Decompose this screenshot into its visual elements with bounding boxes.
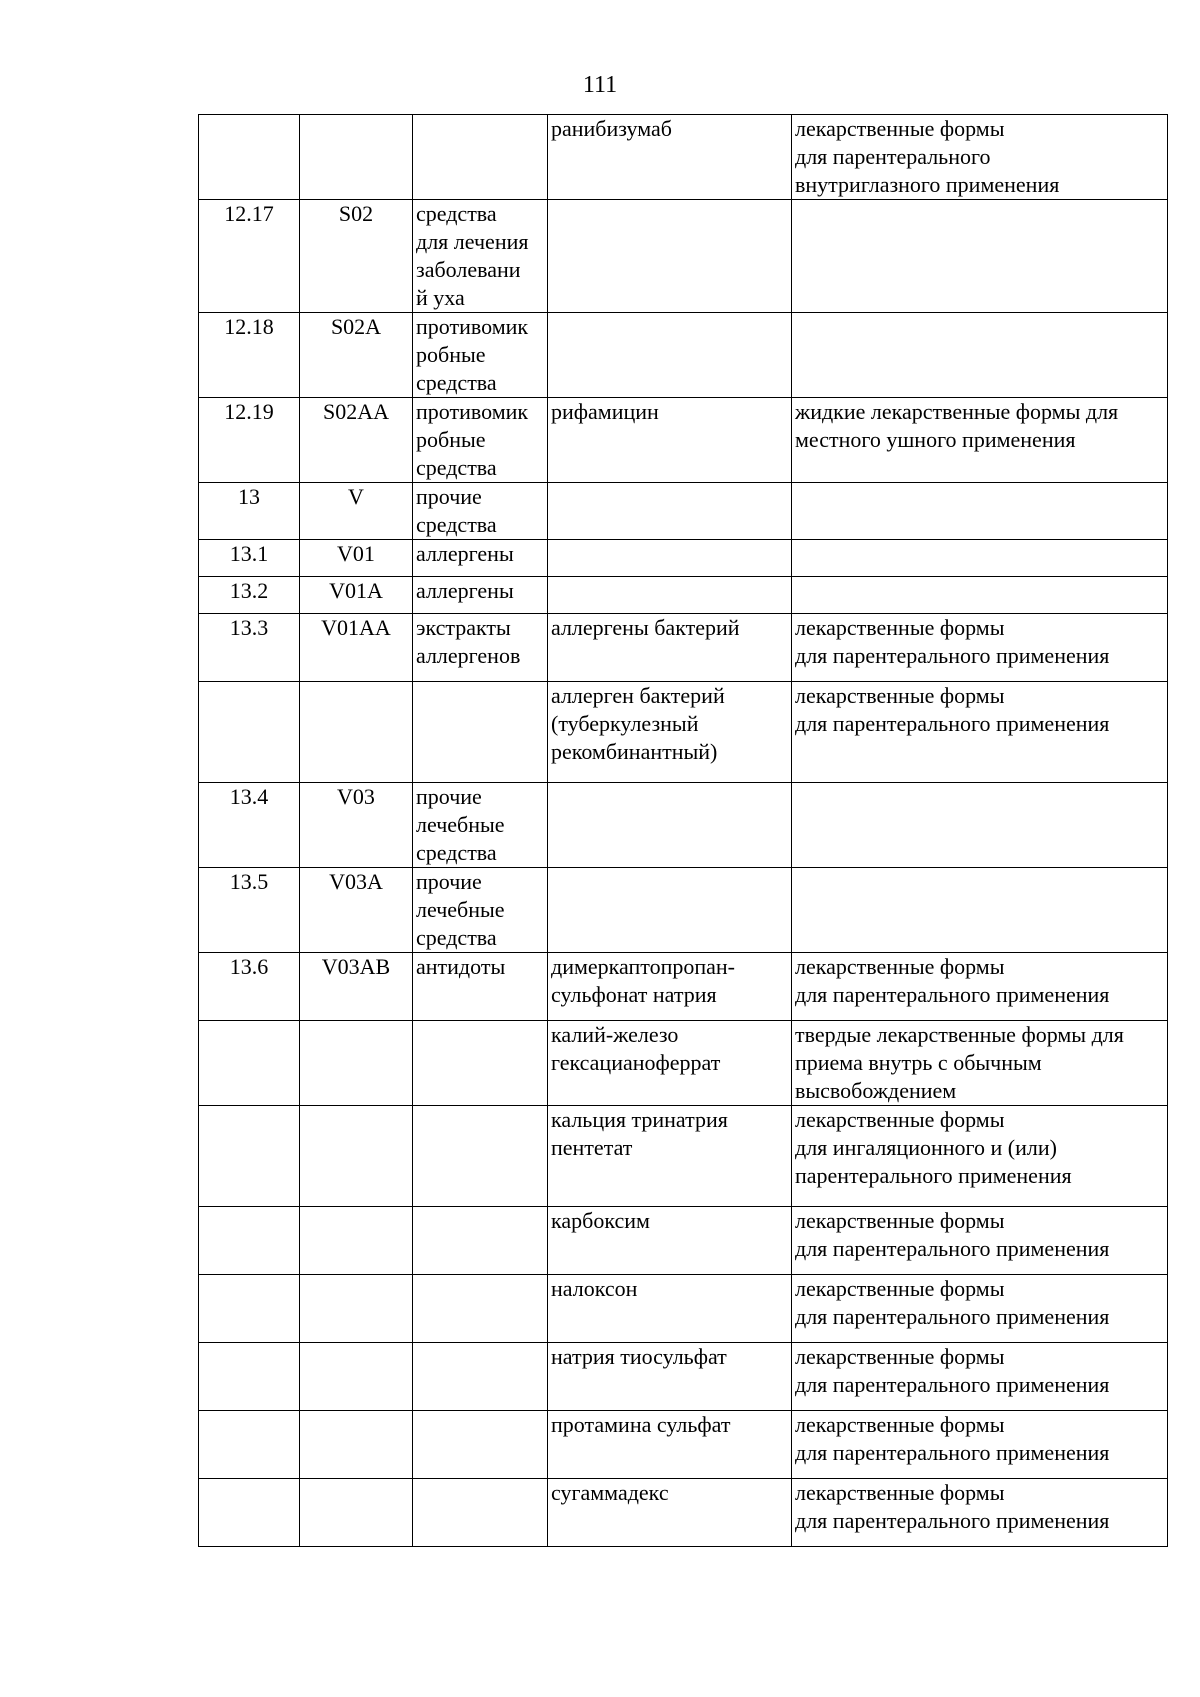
group-cell: средства для лечения заболевани й уха	[413, 200, 548, 313]
group-cell	[413, 115, 548, 200]
group-cell: аллергены	[413, 577, 548, 614]
row-number-cell: 13.5	[199, 868, 300, 953]
table-row	[199, 953, 1168, 1021]
atc-code-cell	[300, 1275, 413, 1343]
dosage-form-cell: лекарственные формы для парентерального применения	[792, 1411, 1168, 1479]
atc-code-cell	[300, 1343, 413, 1411]
drug-name-cell	[548, 783, 792, 868]
drug-name-cell	[548, 200, 792, 313]
dosage-form-cell	[792, 313, 1168, 398]
table-row	[199, 115, 1168, 200]
dosage-form-cell: жидкие лекарственные формы для местного ушного применения	[792, 398, 1168, 483]
row-number-cell: 13.4	[199, 783, 300, 868]
row-number-cell	[199, 1479, 300, 1547]
atc-code-cell: S02	[300, 200, 413, 313]
table-row	[199, 1411, 1168, 1479]
page-number: 111	[582, 72, 618, 98]
row-number-cell: 13.6	[199, 953, 300, 1021]
table-row	[199, 200, 1168, 313]
group-cell: антидоты	[413, 953, 548, 1021]
drug-name-cell	[548, 540, 792, 577]
table-row	[199, 1479, 1168, 1547]
group-cell	[413, 1343, 548, 1411]
drug-name-cell	[548, 483, 792, 540]
group-cell	[413, 682, 548, 783]
dosage-form-cell: лекарственные формы для парентерального внутриглазного применения	[792, 115, 1168, 200]
atc-code-cell: V01	[300, 540, 413, 577]
atc-code-cell: V03	[300, 783, 413, 868]
drug-name-cell: налоксон	[548, 1275, 792, 1343]
row-number-cell	[199, 1275, 300, 1343]
drug-name-cell	[548, 313, 792, 398]
table-row	[199, 1343, 1168, 1411]
drug-name-cell: протамина сульфат	[548, 1411, 792, 1479]
atc-code-cell	[300, 1021, 413, 1106]
drug-name-cell: димеркаптопропан- сульфонат натрия	[548, 953, 792, 1021]
drug-name-cell	[548, 577, 792, 614]
table-row	[199, 540, 1168, 577]
dosage-form-cell: лекарственные формы для парентерального применения	[792, 953, 1168, 1021]
drug-name-cell: карбоксим	[548, 1207, 792, 1275]
dosage-form-cell: лекарственные формы для парентерального применения	[792, 682, 1168, 783]
group-cell	[413, 1021, 548, 1106]
atc-code-cell: V	[300, 483, 413, 540]
table-row	[199, 398, 1168, 483]
drug-name-cell: натрия тиосульфат	[548, 1343, 792, 1411]
drug-name-cell: кальция тринатрия пентетат	[548, 1106, 792, 1207]
row-number-cell	[199, 115, 300, 200]
table-row	[199, 1275, 1168, 1343]
dosage-form-cell	[792, 783, 1168, 868]
dosage-form-cell: лекарственные формы для парентерального применения	[792, 1479, 1168, 1547]
atc-code-cell	[300, 1479, 413, 1547]
drug-name-cell: сугаммадекс	[548, 1479, 792, 1547]
table-row	[199, 313, 1168, 398]
group-cell: экстракты аллергенов	[413, 614, 548, 682]
group-cell: противомик робные средства	[413, 398, 548, 483]
atc-code-cell	[300, 1411, 413, 1479]
dosage-form-cell: твердые лекарственные формы для приема внутрь с обычным высвобождением	[792, 1021, 1168, 1106]
row-number-cell	[199, 682, 300, 783]
row-number-cell	[199, 1106, 300, 1207]
row-number-cell: 13.3	[199, 614, 300, 682]
group-cell	[413, 1207, 548, 1275]
group-cell	[413, 1479, 548, 1547]
atc-code-cell: V01AA	[300, 614, 413, 682]
dosage-form-cell: лекарственные формы для парентерального применения	[792, 1207, 1168, 1275]
row-number-cell: 13.1	[199, 540, 300, 577]
atc-code-cell: V03A	[300, 868, 413, 953]
table-row	[199, 1207, 1168, 1275]
dosage-form-cell: лекарственные формы для парентерального применения	[792, 1275, 1168, 1343]
table-row	[199, 483, 1168, 540]
dosage-form-cell: лекарственные формы для ингаляционного и (или) парентерального применения	[792, 1106, 1168, 1207]
group-cell: прочие средства	[413, 483, 548, 540]
dosage-form-cell	[792, 200, 1168, 313]
drug-name-cell: аллерген бактерий (туберкулезный рекомбинантный)	[548, 682, 792, 783]
drug-name-cell: ранибизумаб	[548, 115, 792, 200]
group-cell: прочие лечебные средства	[413, 783, 548, 868]
row-number-cell: 12.18	[199, 313, 300, 398]
dosage-form-cell	[792, 483, 1168, 540]
atc-code-cell	[300, 1207, 413, 1275]
group-cell	[413, 1275, 548, 1343]
group-cell: прочие лечебные средства	[413, 868, 548, 953]
atc-code-cell	[300, 1106, 413, 1207]
drug-table	[198, 114, 1168, 1547]
row-number-cell: 13.2	[199, 577, 300, 614]
atc-code-cell: V03AB	[300, 953, 413, 1021]
table-row	[199, 614, 1168, 682]
atc-code-cell: V01A	[300, 577, 413, 614]
atc-code-cell	[300, 682, 413, 783]
drug-name-cell: аллергены бактерий	[548, 614, 792, 682]
group-cell	[413, 1411, 548, 1479]
atc-code-cell: S02AA	[300, 398, 413, 483]
group-cell	[413, 1106, 548, 1207]
table-row	[199, 783, 1168, 868]
table-row	[199, 577, 1168, 614]
row-number-cell: 12.17	[199, 200, 300, 313]
dosage-form-cell	[792, 540, 1168, 577]
drug-name-cell: рифамицин	[548, 398, 792, 483]
drug-name-cell: калий-железо гексацианоферрат	[548, 1021, 792, 1106]
table-row	[199, 682, 1168, 783]
row-number-cell	[199, 1021, 300, 1106]
row-number-cell	[199, 1343, 300, 1411]
dosage-form-cell	[792, 868, 1168, 953]
row-number-cell	[199, 1207, 300, 1275]
dosage-form-cell	[792, 577, 1168, 614]
row-number-cell: 13	[199, 483, 300, 540]
group-cell: противомик робные средства	[413, 313, 548, 398]
dosage-form-cell: лекарственные формы для парентерального применения	[792, 1343, 1168, 1411]
atc-code-cell: S02A	[300, 313, 413, 398]
table-row	[199, 868, 1168, 953]
row-number-cell	[199, 1411, 300, 1479]
group-cell: аллергены	[413, 540, 548, 577]
dosage-form-cell: лекарственные формы для парентерального применения	[792, 614, 1168, 682]
table-row	[199, 1106, 1168, 1207]
drug-name-cell	[548, 868, 792, 953]
atc-code-cell	[300, 115, 413, 200]
table-row	[199, 1021, 1168, 1106]
row-number-cell: 12.19	[199, 398, 300, 483]
